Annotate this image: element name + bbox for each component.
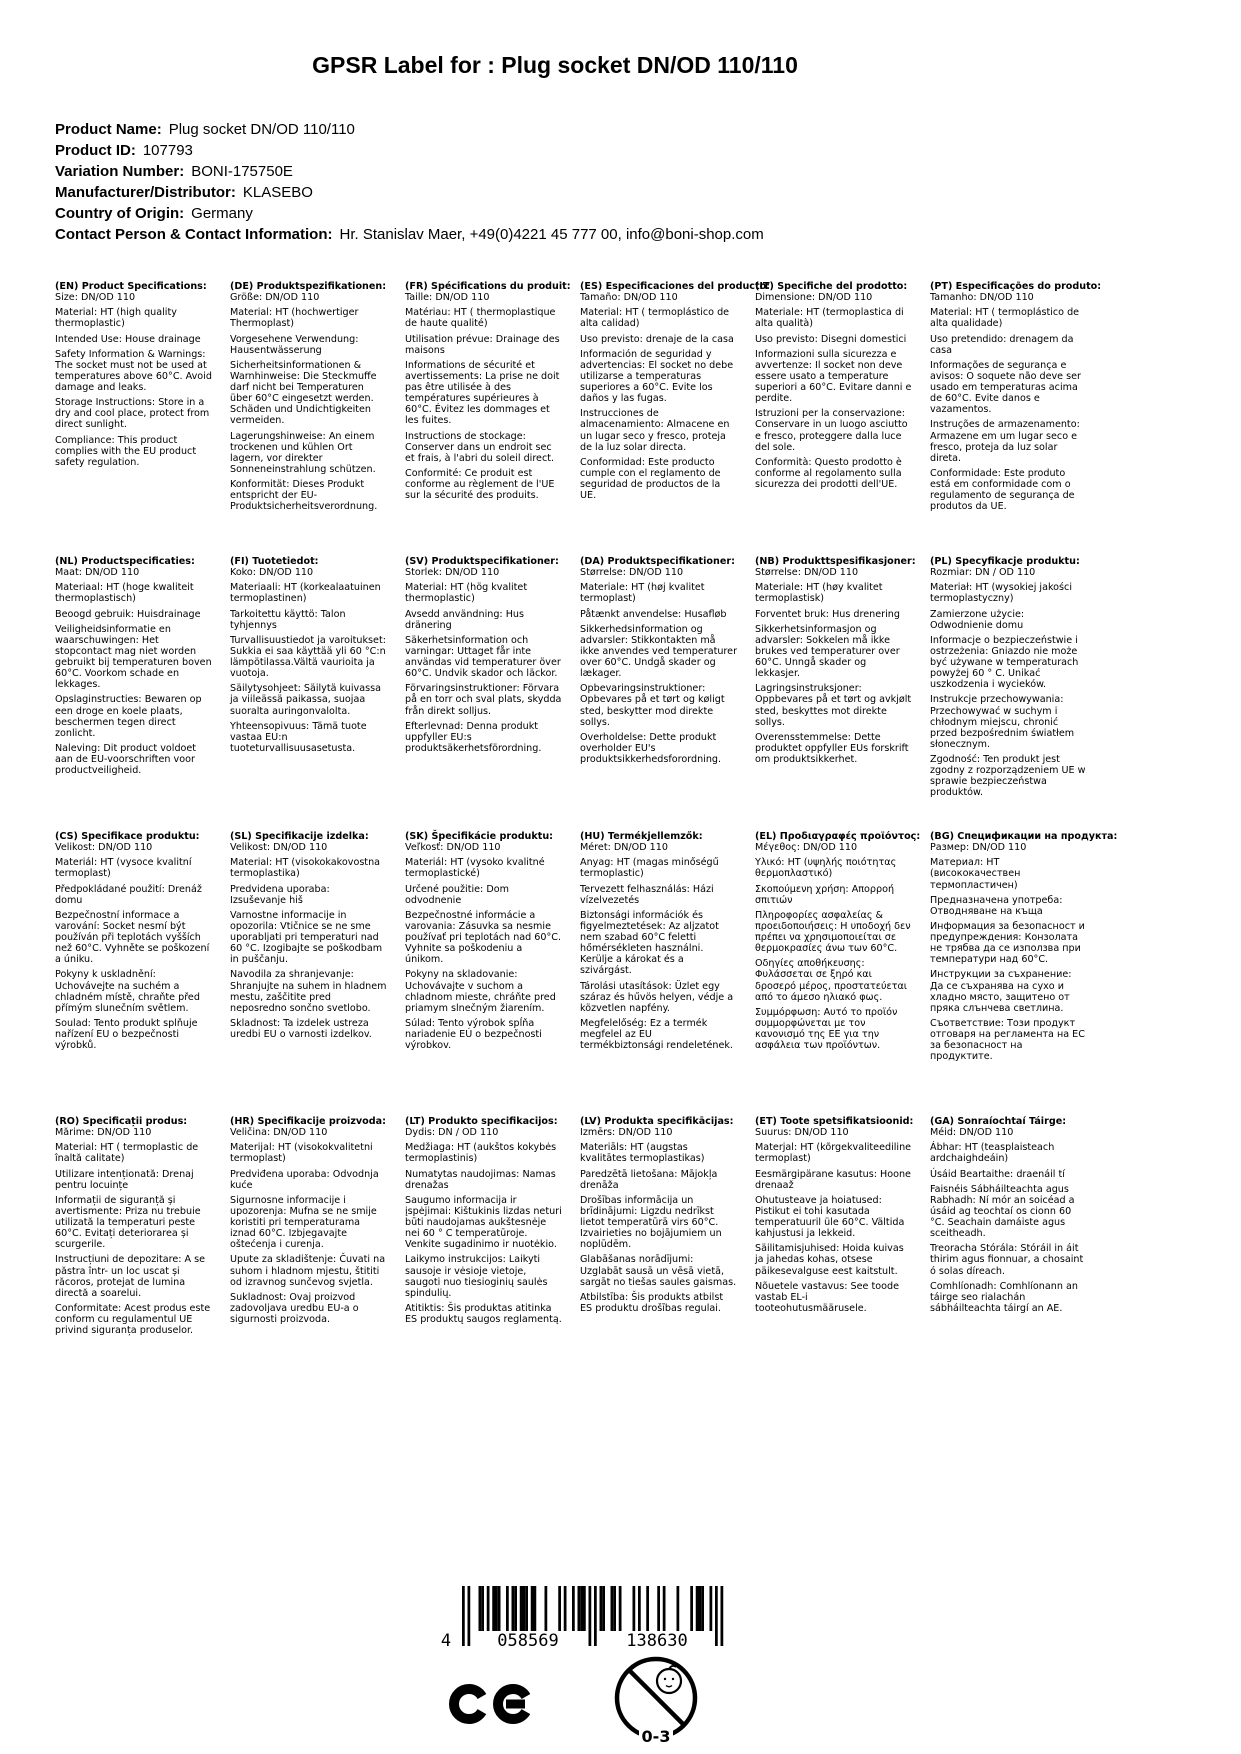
lang-heading-nb: (NB) Produkttspesifikasjoner: <box>755 556 916 567</box>
lang-paragraph: Instruções de armazenamento: Armazene em um lugar seco e fresco, proteja da luz solar direta. <box>930 419 1080 464</box>
lang-paragraph: Συμμόρφωση: Αυτό το προϊόν συμμορφώνεται με τον κανονισμό της ΕΕ για την ασφάλεια των προϊόντων. <box>755 1006 898 1052</box>
barcode-digits-right: 138630 <box>626 1631 688 1651</box>
lang-paragraph: Paredzētā lietošana: Mājokļa drenāža <box>580 1168 718 1191</box>
lang-paragraph: Информация за безопасност и предупреждения: Конзолата не трябва да се използва при температури над 60°C. <box>930 920 1085 966</box>
lang-block-de <box>230 281 405 512</box>
lang-paragraph: Treoracha Stórála: Stóráil in áit thirim agus fionnuar, a chosaint ó solas díreach. <box>930 1243 1084 1277</box>
lang-paragraph: Pokyny k uskladnění: Uchovávejte na suchém a chladném místě, chraňte před přímým slunečním světlem. <box>55 969 200 1014</box>
lang-paragraph: Glabāšanas norādījumi: Uzglabāt sausā un vēsā vietā, sargāt no tiešas saules gaismas. <box>580 1254 737 1288</box>
contact-label: Contact Person & Contact Information: <box>55 226 333 243</box>
lang-paragraph: Súlad: Tento výrobok spĺňa nariadenie EÚ o bezpečnosti výrobkov. <box>405 1017 542 1052</box>
lang-heading-sk: (SK) Špecifikácie produktu: <box>405 831 554 842</box>
lang-paragraph: Conformitate: Acest produs este conform cu regulamentul UE privind siguranța produselor. <box>55 1302 211 1337</box>
lang-paragraph: Größe: DN/OD 110 <box>230 292 320 304</box>
contact-row <box>55 224 764 245</box>
lang-paragraph: Conformidade: Este produto está em conformidade com o regulamento de segurança de produtos da UE. <box>930 467 1075 513</box>
country-of-origin-label: Country of Origin: <box>55 205 185 222</box>
lang-paragraph: Určené použitie: Dom odvodnenie <box>405 883 509 906</box>
lang-paragraph: Velikost: DN/OD 110 <box>230 842 328 854</box>
lang-paragraph: Utilisation prévue: Drainage des maisons <box>405 333 560 356</box>
lang-paragraph: Påtænkt anvendelse: Husafløb <box>580 608 727 620</box>
lang-paragraph: Opbevaringsinstruktioner: Opbevares på et tørt og køligt sted, beskytter mod direkte sollys. <box>580 683 725 728</box>
lang-paragraph: Información de seguridad y advertencias: El socket no debe utilizarse a temperaturas superiores a 60°C. Evite los daños y las fugas. <box>580 348 734 405</box>
lang-paragraph: Informacje o bezpieczeństwie i ostrzeżenia: Gniazdo nie może być używane w temperaturach powyżej 60 ° C. Unikać uszkodzenia i wycieków. <box>930 634 1079 691</box>
lang-paragraph: Conformità: Questo prodotto è conforme al regolamento sulla sicurezza dei prodotti dell'UE. <box>755 456 902 490</box>
lang-block-sl <box>230 831 405 1062</box>
lang-paragraph: Sigurnosne informacije i upozorenja: Mufna se ne smije koristiti pri temperaturama iznad 60°C. Izbjegavajte oštećenja i curenja. <box>230 1194 377 1251</box>
ce-mark-icon <box>449 1671 533 1737</box>
lang-paragraph: Předpokládané použití: Drenáž domu <box>55 883 202 906</box>
lang-paragraph: Storage Instructions: Store in a dry and cool place, protect from direct sunlight. <box>55 397 210 431</box>
lang-paragraph: Compliance: This product complies with the EU product safety regulation. <box>55 434 197 468</box>
barcode-digits-left: 058569 <box>497 1631 559 1651</box>
lang-paragraph: Instructions de stockage: Conserver dans un endroit sec et frais, à l'abri du soleil direct. <box>405 430 555 464</box>
lang-paragraph: Storlek: DN/OD 110 <box>405 567 500 579</box>
product-name-row <box>55 119 764 140</box>
lang-paragraph: Uso pretendido: drenagem da casa <box>930 333 1074 356</box>
lang-block-bg <box>930 831 1118 1063</box>
lang-paragraph: Instrucciones de almacenamiento: Almacene en un lugar seco y fresco, proteja de la luz solar directa. <box>580 408 730 453</box>
lang-paragraph: Utilizare intenționată: Drenaj pentru locuințe <box>55 1168 194 1191</box>
lang-heading-nl: (NL) Productspecificaties: <box>55 556 195 567</box>
lang-paragraph: Material: HT (high quality thermoplastic) <box>55 307 177 330</box>
lang-block-sv <box>405 556 580 799</box>
lang-paragraph: Faisnéis Sábháilteachta agus Rabhadh: Ní mór an soicéad a úsáid ag teochtaí os cionn 60 °C. Seachain damáiste agus sceitheadh. <box>930 1183 1075 1240</box>
lang-paragraph: Rozmiar: DN / OD 110 <box>930 567 1036 579</box>
lang-paragraph: Zgodność: Ten produkt jest zgodny z rozporządzeniem UE w sprawie bezpieczeństwa produktów. <box>930 754 1086 799</box>
lang-paragraph: Størrelse: DN/OD 110 <box>580 567 684 579</box>
language-specs-row-4 <box>55 1116 1105 1336</box>
lang-block-cs <box>55 831 230 1062</box>
lang-paragraph: Beoogd gebruik: Huisdrainage <box>55 608 201 620</box>
lang-paragraph: Säilitamisjuhised: Hoida kuivas ja jahedas kohas, otsese päikesevalguse eest kaitstult. <box>755 1243 904 1277</box>
lang-block-lv <box>580 1116 755 1336</box>
lang-paragraph: Avsedd användning: Hus dränering <box>405 608 524 631</box>
lang-paragraph: Velikost: DN/OD 110 <box>55 842 153 854</box>
lang-paragraph: Tamanho: DN/OD 110 <box>930 292 1034 304</box>
lang-paragraph: Veličina: DN/OD 110 <box>230 1127 328 1139</box>
lang-paragraph: Οδηγίες αποθήκευσης: Φυλάσσεται σε ξηρό και δροσερό μέρος, προστατεύεται από το άμεσο ηλιακό φως. <box>755 958 908 1003</box>
lang-heading-lt: (LT) Produkto specifikacijos: <box>405 1116 558 1127</box>
language-specs-row-2 <box>55 556 1105 799</box>
lang-paragraph: Uso previsto: Disegni domestici <box>755 333 907 345</box>
lang-block-ga <box>930 1116 1105 1336</box>
lang-paragraph: Soulad: Tento produkt splňuje nařízení EU o bezpečnosti výrobků. <box>55 1017 198 1052</box>
lang-paragraph: Σκοπούμενη χρήση: Απορροή σπιτιών <box>755 883 895 906</box>
country-of-origin-value: Germany <box>191 205 253 222</box>
product-name-value: Plug socket DN/OD 110/110 <box>168 121 355 138</box>
manufacturer-label: Manufacturer/Distributor: <box>55 184 236 201</box>
lang-paragraph: Sikkerhetsinformasjon og advarsler: Sokkelen må ikke brukes ved temperaturer over 60°C. Unngå skader og lekkasjer. <box>755 623 900 680</box>
lang-heading-fi: (FI) Tuotetiedot: <box>230 556 319 567</box>
lang-paragraph: Material: HT ( termoplástico de alta qualidade) <box>930 307 1080 330</box>
lang-paragraph: Säilytysohjeet: Säilytä kuivassa ja viileässä paikassa, suojaa suoralta auringonvalolta. <box>230 683 381 717</box>
lang-block-pt <box>930 281 1105 512</box>
lang-block-lt <box>405 1116 580 1336</box>
lang-paragraph: Material: HT ( termoplastic de înaltă calitate) <box>55 1142 199 1165</box>
lang-paragraph: Méret: DN/OD 110 <box>580 842 668 854</box>
lang-paragraph: Comhlíonadh: Comhlíonann an táirge seo rialachán sábháilteachta táirgí an AE. <box>930 1280 1078 1314</box>
lang-heading-pt: (PT) Especificações do produto: <box>930 281 1102 292</box>
lang-paragraph: Πληροφορίες ασφαλείας & προειδοποιήσεις: Η υποδοχή δεν πρέπει να χρησιμοποιείται σε θερμοκρασίες άνω των 60°C. <box>755 909 911 955</box>
lang-paragraph: Eesmärgipärane kasutus: Hoone drenaaž <box>755 1168 911 1191</box>
lang-paragraph: Yhteensopivuus: Tämä tuote vastaa EU:n tuoteturvallisuusasetusta. <box>230 720 367 754</box>
language-specs-row-3 <box>55 831 1118 1063</box>
lang-block-et <box>755 1116 930 1336</box>
lang-paragraph: Izmērs: DN/OD 110 <box>580 1127 673 1139</box>
lang-heading-et: (ET) Toote spetsifikatsioonid: <box>755 1116 914 1127</box>
lang-paragraph: Förvaringsinstruktioner: Förvara på en torr och sval plats, skydda från direkt solljus. <box>405 683 562 717</box>
lang-paragraph: Navodila za shranjevanje: Shranjujte na suhem in hladnem mestu, zaščitite pred neposredno sončno svetlobo. <box>230 969 387 1014</box>
variation-number-row <box>55 161 764 182</box>
lang-paragraph: Uso previsto: drenaje de la casa <box>580 333 734 345</box>
lang-paragraph: Informations de sécurité et avertissements: La prise ne doit pas être utilisée à des températures supérieures à 60°C. Évitez les dommages et les fuites. <box>405 359 560 427</box>
lang-paragraph: Materiaali: HT (korkealaatuinen termoplastinen) <box>230 582 381 605</box>
lang-paragraph: Atbilstība: Šis produkts atbilst ES produktu drošības regulai. <box>580 1291 724 1314</box>
product-id-value: 107793 <box>142 142 193 159</box>
lang-block-fi <box>230 556 405 799</box>
lang-paragraph: Materiale: HT (høj kvalitet termoplast) <box>580 582 705 605</box>
lang-paragraph: Instrucțiuni de depozitare: A se păstra într- un loc uscat și răcoros, protejat de lumina directă a soarelui. <box>55 1254 206 1299</box>
lang-paragraph: Materiale: HT (termoplastica di alta qualità) <box>755 307 904 330</box>
lang-block-it <box>755 281 930 512</box>
lang-heading-hu: (HU) Termékjellemzők: <box>580 831 703 842</box>
lang-paragraph: Pokyny na skladovanie: Uchovávajte v suchom a chladnom mieste, chráňte pred priamym slnečným žiarením. <box>405 969 556 1014</box>
lang-paragraph: Turvallisuustiedot ja varoitukset: Sukkia ei saa käyttää yli 60 °C:n lämpötilassa.Vältä vaurioita ja vuotoja. <box>230 634 386 680</box>
manufacturer-row <box>55 182 764 203</box>
lang-paragraph: Materjal: HT (kõrgekvaliteediline termoplast) <box>755 1142 912 1165</box>
lang-heading-fr: (FR) Spécifications du produit: <box>405 281 571 292</box>
lang-paragraph: Materiaal: HT (hoge kwaliteit thermoplastisch) <box>55 582 194 605</box>
lang-paragraph: Forventet bruk: Hus drenering <box>755 608 900 620</box>
lang-heading-en: (EN) Product Specifications: <box>55 281 207 292</box>
lang-paragraph: Предназначена употреба: Отводняване на къща <box>930 894 1063 917</box>
lang-heading-es: (ES) Especificaciones del producto: <box>580 281 771 292</box>
lang-paragraph: Intended Use: House drainage <box>55 333 201 345</box>
lang-block-da <box>580 556 755 799</box>
lang-paragraph: Material: HT ( termoplástico de alta calidad) <box>580 307 730 330</box>
product-name-label: Product Name: <box>55 121 162 138</box>
lang-paragraph: Istruzioni per la conservazione: Conservare in un luogo asciutto e fresco, proteggere dalla luce del sole. <box>755 408 908 453</box>
variation-number-value: BONI-175750E <box>191 163 293 180</box>
lang-paragraph: Overholdelse: Dette produkt overholder EU's produktsikkerhedsforordning. <box>580 731 722 765</box>
lang-paragraph: Conformité: Ce produit est conforme au règlement de l'UE sur la sécurité des produits. <box>405 467 555 502</box>
lang-paragraph: Atitiktis: Šis produktas atitinka ES produktų saugos reglamentą. <box>405 1302 562 1325</box>
lang-paragraph: Материал: HT (висококачествен термопластичен) <box>930 857 1021 891</box>
lang-paragraph: Varnostne informacije in opozorila: Vtičnice se ne sme uporabljati pri temperaturi nad 60 °C. Izogibajte se poškodbam in puščanju. <box>230 909 383 966</box>
variation-number-label: Variation Number: <box>55 163 185 180</box>
lang-paragraph: Zamierzone użycie: Odwodnienie domu <box>930 608 1025 631</box>
age-warning-text: 0-3 <box>641 1727 671 1746</box>
product-id-label: Product ID: <box>55 142 136 159</box>
lang-paragraph: Sikkerhedsinformation og advarsler: Stikkontakten må ikke anvendes ved temperaturer over 60°C. Undgå skader og lækager. <box>580 623 738 680</box>
lang-block-pl <box>930 556 1105 799</box>
lang-paragraph: Materiál: HT (vysoce kvalitní termoplast) <box>55 857 192 880</box>
lang-paragraph: Størrelse: DN/OD 110 <box>755 567 859 579</box>
lang-paragraph: Lagerungshinweise: An einem trockenen und kühlen Ort lagern, vor direkter Sonneneinstrahlung schützen. <box>230 430 376 475</box>
lang-block-ro <box>55 1116 230 1336</box>
lang-paragraph: Overensstemmelse: Dette produktet oppfyller EUs forskrift om produktsikkerhet. <box>755 731 909 765</box>
lang-paragraph: Nõuetele vastavus: See toode vastab EL-i tooteohutusmäärusele. <box>755 1280 899 1314</box>
lang-block-hu <box>580 831 755 1062</box>
lang-paragraph: Skladnost: Ta izdelek ustreza uredbi EU o varnosti izdelkov. <box>230 1017 372 1040</box>
lang-paragraph: Biztonsági információk és figyelmeztetések: Az aljzatot nem szabad 60°C feletti hőmérsékleten használni. Kerülje a károkat és a szivárgást. <box>580 909 719 977</box>
lang-heading-el: (EL) Προδιαγραφές προϊόντος: <box>755 831 921 842</box>
lang-paragraph: Bezpečnostní informace a varování: Socket nesmí být používán při teplotách vyšších než 60°C. Vyhněte se poškození a úniku. <box>55 909 210 966</box>
lang-paragraph: Efterlevnad: Denna produkt uppfyller EU:s produktsäkerhetsförordning. <box>405 720 542 754</box>
lang-paragraph: Úsáid Beartaithe: draenáil tí <box>930 1168 1065 1180</box>
lang-paragraph: Informazioni sulla sicurezza e avvertenze: Il socket non deve essere usato a temperature superiori a 60°C. Evitare danni e perdite. <box>755 348 912 405</box>
lang-paragraph: Съответствие: Този продукт отговаря на регламента на ЕС за безопасност на продуктите. <box>930 1017 1085 1063</box>
lang-heading-de: (DE) Produktspezifikationen: <box>230 281 387 292</box>
lang-heading-ro: (RO) Specificații produs: <box>55 1116 188 1127</box>
barcode-digit-system: 4 <box>440 1631 452 1651</box>
lang-paragraph: Upute za skladištenje: Čuvati na suhom i hladnom mjestu, štititi od izravnog sunčevog svjetla. <box>230 1254 386 1288</box>
lang-heading-bg: (BG) Спецификации на продукта: <box>930 831 1118 842</box>
lang-paragraph: Koko: DN/OD 110 <box>230 567 314 579</box>
product-info-block <box>55 119 764 245</box>
lang-paragraph: Predvidena uporaba: Izsuševanje hiš <box>230 883 330 906</box>
lang-paragraph: Laikymo instrukcijos: Laikyti sausoje ir vėsioje vietoje, saugoti nuo tiesioginių saulės spindulių. <box>405 1254 548 1299</box>
lang-paragraph: Lagringsinstruksjoner: Oppbevares på et tørt og avkjølt sted, beskyttes mot direkte sollys. <box>755 683 912 728</box>
lang-block-sk <box>405 831 580 1062</box>
lang-paragraph: Méid: DN/OD 110 <box>930 1127 1014 1139</box>
lang-paragraph: Tamaño: DN/OD 110 <box>580 292 678 304</box>
lang-paragraph: Informações de segurança e avisos: O soquete não deve ser usado em temperaturas acima de 60°C. Evite danos e vazamentos. <box>930 359 1081 416</box>
lang-paragraph: Conformidad: Este producto cumple con el reglamento de seguridad de productos de la UE. <box>580 456 721 502</box>
lang-paragraph: Materijal: HT (visokokvalitetni termoplast) <box>230 1142 373 1165</box>
lang-paragraph: Dydis: DN / OD 110 <box>405 1127 499 1139</box>
country-of-origin-row <box>55 203 764 224</box>
page-title: GPSR Label for : Plug socket DN/OD 110/110 <box>312 52 798 78</box>
lang-block-nb <box>755 556 930 799</box>
lang-paragraph: Μέγεθος: DN/OD 110 <box>755 842 858 854</box>
lang-paragraph: Sicherheitsinformationen & Warnhinweise: Die Steckmuffe darf nicht bei Temperaturen über 60°C eingesetzt werden. Schäden und Undichtigkeiten vermeiden. <box>230 359 377 427</box>
lang-paragraph: Matériau: HT ( thermoplastique de haute qualité) <box>405 307 556 330</box>
lang-paragraph: Opslaginstructies: Bewaren op een droge en koele plaats, beschermen tegen direct zonlicht. <box>55 694 202 739</box>
lang-paragraph: Размер: DN/OD 110 <box>930 842 1027 854</box>
lang-paragraph: Safety Information & Warnings: The socket must not be used at temperatures above 60°C. Avoid damage and leaks. <box>55 348 212 393</box>
lang-paragraph: Drošības informācija un brīdinājumi: Ligzdu nedrīkst lietot temperatūrā virs 60°C. Izvairieties no bojājumiem un noplūdēm. <box>580 1194 722 1251</box>
lang-paragraph: Materiāls: HT (augstas kvalitātes termoplastikas) <box>580 1142 705 1165</box>
lang-block-el <box>755 831 930 1062</box>
lang-paragraph: Säkerhetsinformation och varningar: Uttaget får inte användas vid temperaturer över 60°C. Undvik skador och läckor. <box>405 634 561 680</box>
lang-heading-sv: (SV) Produktspecifikationer: <box>405 556 559 567</box>
lang-paragraph: Vorgesehene Verwendung: Hausentwässerung <box>230 333 359 356</box>
lang-paragraph: Sukladnost: Ovaj proizvod zadovoljava uredbu EU-a o sigurnosti proizvoda. <box>230 1291 359 1325</box>
lang-paragraph: Size: DN/OD 110 <box>55 292 136 304</box>
manufacturer-value: KLASEBO <box>242 184 313 201</box>
lang-paragraph: Materiale: HT (høy kvalitet termoplastisk) <box>755 582 883 605</box>
lang-paragraph: Material: HT (hög kvalitet thermoplastic) <box>405 582 528 605</box>
lang-paragraph: Υλικό: HT (υψηλής ποιότητας θερμοπλαστικό) <box>755 857 897 880</box>
lang-paragraph: Tervezett felhasználás: Házi vízelvezetés <box>580 883 714 906</box>
lang-paragraph: Anyag: HT (magas minőségű termoplastic) <box>580 857 719 880</box>
lang-heading-sl: (SL) Specifikacije izdelka: <box>230 831 369 842</box>
lang-paragraph: Veľkosť: DN/OD 110 <box>405 842 501 854</box>
lang-heading-lv: (LV) Produkta specifikācijas: <box>580 1116 734 1127</box>
lang-paragraph: Predviđena uporaba: Odvodnja kuće <box>230 1168 379 1191</box>
lang-paragraph: Material: HT (visokokakovostna termoplastika) <box>230 857 381 880</box>
lang-paragraph: Materiał: HT (wysokiej jakości termoplastyczny) <box>930 582 1072 605</box>
lang-heading-cs: (CS) Specifikace produktu: <box>55 831 200 842</box>
language-specs-row-1 <box>55 281 1105 512</box>
lang-paragraph: Megfelelőség: Ez a termék megfelel az EU termékbiztonsági rendeletének. <box>580 1017 733 1052</box>
lang-paragraph: Suurus: DN/OD 110 <box>755 1127 849 1139</box>
lang-heading-da: (DA) Produktspecifikationer: <box>580 556 735 567</box>
lang-paragraph: Numatytas naudojimas: Namas drenažas <box>405 1168 556 1191</box>
lang-block-nl <box>55 556 230 799</box>
lang-paragraph: Taille: DN/OD 110 <box>405 292 490 304</box>
lang-paragraph: Informații de siguranță și avertismente: Priza nu trebuie utilizată la temperaturi peste 60°C. Evitați deteriorarea și scurgerile. <box>55 1194 201 1251</box>
lang-paragraph: Tarkoitettu käyttö: Talon tyhjennys <box>230 608 346 631</box>
lang-paragraph: Naleving: Dit product voldoet aan de EU-voorschriften voor productveiligheid. <box>55 742 197 777</box>
lang-paragraph: Material: HT (hochwertiger Thermoplast) <box>230 307 359 330</box>
lang-heading-it: (IT) Specifiche del prodotto: <box>755 281 908 292</box>
lang-paragraph: Saugumo informacija ir įspėjimai: Kištukinis lizdas neturi būti naudojamas aukštesnėje nei 60 ° C temperatūroje. Venkite sugadinimo ir nuotėkio. <box>405 1194 562 1251</box>
lang-paragraph: Materiál: HT (vysoko kvalitné termoplastické) <box>405 857 545 880</box>
lang-paragraph: Instrukcje przechowywania: Przechowywać w suchym i chłodnym miejscu, chronić przed bezpośrednim światłem słonecznym. <box>930 694 1075 750</box>
lang-heading-ga: (GA) Sonraíochtaí Táirge: <box>930 1116 1067 1127</box>
lang-paragraph: Mărime: DN/OD 110 <box>55 1127 152 1139</box>
lang-paragraph: Ábhar: HT (teasplaisteach ardchaighdeáin) <box>930 1142 1055 1165</box>
lang-block-es <box>580 281 771 512</box>
lang-heading-pl: (PL) Specyfikacje produktu: <box>930 556 1080 567</box>
lang-paragraph: Bezpečnostné informácie a varovania: Zásuvka sa nesmie používať pri teplotách nad 60°C. Vyhnite sa poškodeniu a únikom. <box>405 909 562 966</box>
lang-paragraph: Dimensione: DN/OD 110 <box>755 292 873 304</box>
lang-heading-hr: (HR) Specifikacije proizvoda: <box>230 1116 386 1127</box>
contact-value: Hr. Stanislav Maer, +49(0)4221 45 777 00, info@boni-shop.com <box>339 226 764 243</box>
lang-paragraph: Konformität: Dieses Produkt entspricht der EU-Produktsicherheitsverordnung. <box>230 479 378 513</box>
age-warning-0-3-icon <box>612 1650 700 1750</box>
lang-paragraph: Veiligheidsinformatie en waarschuwingen: Het stopcontact mag niet worden gebruikt bij temperaturen boven 60°C. Voorkom schade en lekkages. <box>55 623 212 691</box>
lang-block-fr <box>405 281 580 512</box>
lang-paragraph: Tárolási utasítások: Üzlet egy száraz és hűvös helyen, védje a közvetlen napfény. <box>580 980 734 1014</box>
ean13-barcode <box>436 1586 736 1652</box>
lang-paragraph: Medžiaga: HT (aukštos kokybės termoplastinis) <box>405 1142 557 1165</box>
lang-paragraph: Инструкции за съхранение: Да се съхранява на сухо и хладно място, защитено от пряка слънчева светлина. <box>930 969 1072 1014</box>
lang-paragraph: Ohutusteave ja hoiatused: Pistikut ei tohi kasutada temperatuuril üle 60°C. Vältida kahjustusi ja lekkeid. <box>755 1194 905 1240</box>
lang-block-hr <box>230 1116 405 1336</box>
lang-paragraph: Maat: DN/OD 110 <box>55 567 140 579</box>
lang-block-en <box>55 281 230 512</box>
product-id-row <box>55 140 764 161</box>
